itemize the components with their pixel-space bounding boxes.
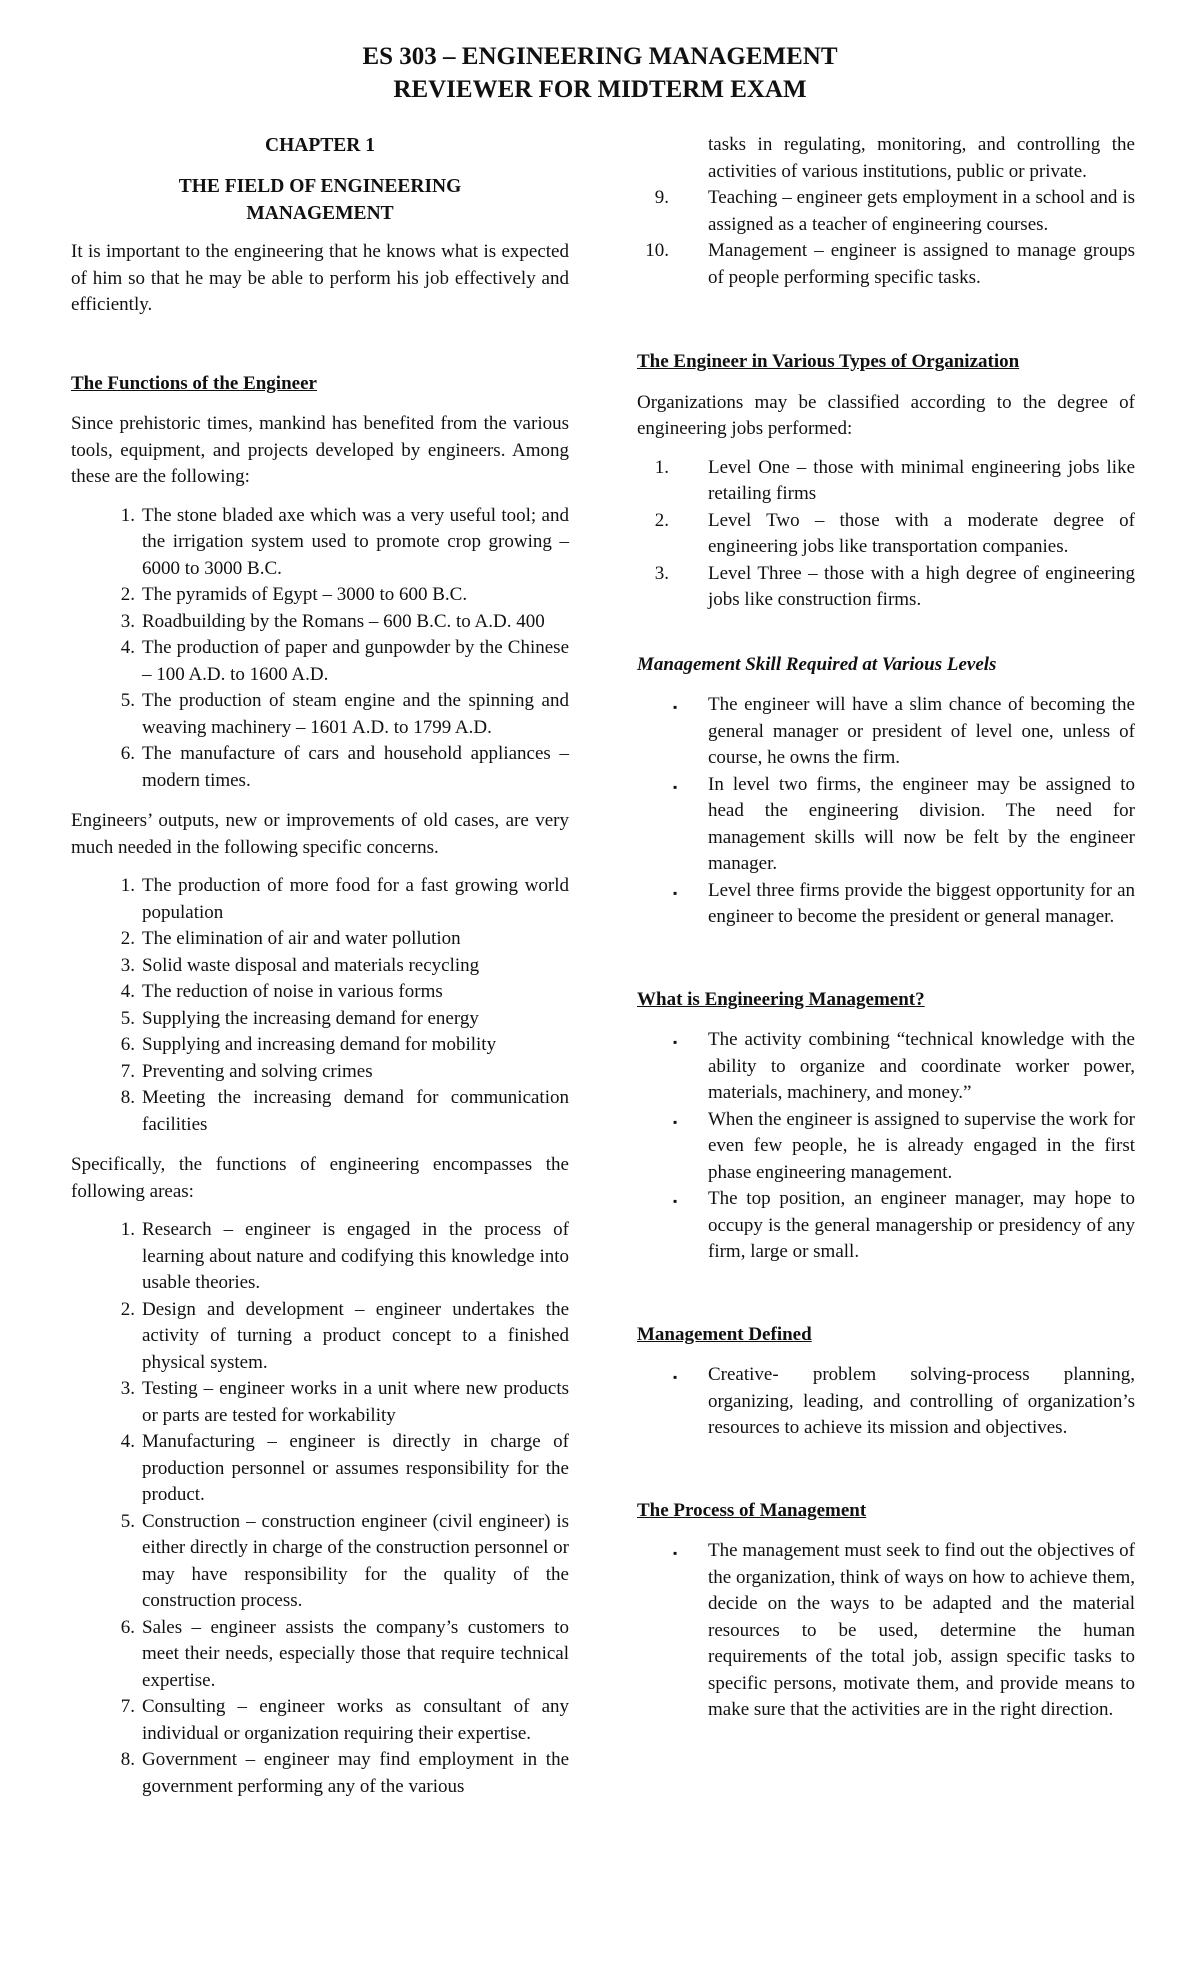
list-number: 4. bbox=[120, 637, 135, 658]
list-text: Meeting the increasing demand for communication facilities bbox=[142, 1087, 569, 1135]
list-item bbox=[637, 508, 1135, 561]
list-item bbox=[71, 1217, 569, 1297]
list-number: 2. bbox=[120, 584, 135, 605]
list-number: 9. bbox=[654, 187, 669, 208]
list-item bbox=[71, 1006, 569, 1033]
concerns-list bbox=[71, 873, 569, 1138]
right-column bbox=[637, 132, 1135, 1724]
list-number: 3. bbox=[120, 1378, 135, 1399]
list-item bbox=[637, 561, 1135, 614]
list-text: The production of more food for a fast growing world population bbox=[142, 875, 569, 923]
list-number: 6. bbox=[120, 1034, 135, 1055]
list-text: The elimination of air and water pollution bbox=[142, 928, 461, 949]
document-title bbox=[0, 40, 1200, 106]
list-item bbox=[637, 1362, 1135, 1442]
list-text: The stone bladed axe which was a very useful tool; and the irrigation system used to promote crop growing – 6000 to 3000 B.C. bbox=[142, 504, 569, 579]
list-number: 2. bbox=[120, 1298, 135, 1320]
list-text: Roadbuilding by the Romans – 600 B.C. to A.D. 400 bbox=[142, 610, 545, 632]
list-item bbox=[71, 1032, 569, 1059]
list-text: Manufacturing – engineer is directly in charge of production personnel or assumes responsibility for the product. bbox=[142, 1431, 569, 1505]
list-number: 10. bbox=[645, 240, 669, 261]
chapter-label: CHAPTER 1 bbox=[265, 135, 375, 156]
skills-list bbox=[637, 692, 1135, 931]
functions-intro: Since prehistoric times, mankind has benefited from the various tools, equipment, and projects developed by engineers. Among these are the following: bbox=[71, 413, 569, 487]
section-heading-defined: Management Defined bbox=[637, 1323, 812, 1345]
list-text: Teaching – engineer gets employment in a school and is assigned as a teacher of engineering courses. bbox=[708, 187, 1135, 235]
list-item bbox=[71, 1509, 569, 1615]
list-number: 3. bbox=[654, 562, 669, 584]
process-list bbox=[637, 1538, 1135, 1724]
list-number: 5. bbox=[120, 1510, 135, 1532]
section-heading-organization: The Engineer in Various Types of Organization bbox=[637, 351, 1020, 372]
bullet-icon: ▪ bbox=[673, 1114, 678, 1129]
list-item bbox=[637, 1027, 1135, 1107]
list-text: Level Two – those with a moderate degree of engineering jobs like transportation companies. bbox=[708, 509, 1135, 557]
bullet-icon: ▪ bbox=[673, 1194, 678, 1208]
list-text: Sales – engineer assists the company’s customers to meet their needs, especially those that require technical expertise. bbox=[142, 1616, 569, 1691]
list-item bbox=[71, 1694, 569, 1747]
list-number: 5. bbox=[120, 690, 135, 711]
chapter-intro: It is important to the engineering that he knows what is expected of him so that he may be able to perform his job effectively and efficiently. bbox=[71, 241, 569, 315]
list-text: The engineer will have a slim chance of becoming the general manager or president of level one, unless of course, he owns the firm. bbox=[708, 694, 1135, 768]
list-item bbox=[71, 953, 569, 980]
list-item bbox=[71, 926, 569, 953]
list-number: 5. bbox=[120, 1007, 135, 1029]
list-text: Supplying the increasing demand for energy bbox=[142, 1007, 479, 1029]
title-line-2: REVIEWER FOR MIDTERM EXAM bbox=[393, 76, 807, 103]
bullet-icon: ▪ bbox=[673, 885, 678, 900]
list-text: Design and development – engineer undertakes the activity of turning a product concept to a finished physical system. bbox=[142, 1298, 569, 1373]
section-heading-skills: Management Skill Required at Various Levels bbox=[637, 653, 997, 675]
list-number: 2. bbox=[654, 509, 669, 531]
list-text: Government – engineer may find employment in the government performing any of the various bbox=[142, 1749, 569, 1797]
list-text: Solid waste disposal and materials recycling bbox=[142, 954, 480, 976]
list-text: Level three firms provide the biggest opportunity for an engineer to become the president or general manager. bbox=[708, 879, 1135, 927]
what-is-list bbox=[637, 1027, 1135, 1266]
list-item bbox=[637, 692, 1135, 772]
levels-list bbox=[637, 455, 1135, 614]
bullet-icon: ▪ bbox=[673, 1546, 678, 1560]
list-item bbox=[71, 1615, 569, 1695]
list-text: Preventing and solving crimes bbox=[142, 1060, 373, 1082]
list-item bbox=[71, 1085, 569, 1138]
list-text: The production of paper and gunpowder by the Chinese – 100 A.D. to 1600 A.D. bbox=[142, 637, 569, 685]
history-list bbox=[71, 503, 569, 795]
list-item bbox=[71, 1297, 569, 1377]
list-item bbox=[637, 1107, 1135, 1187]
list-item bbox=[637, 238, 1135, 291]
list-item bbox=[71, 979, 569, 1006]
list-text: Level Three – those with a high degree of engineering jobs like construction firms. bbox=[708, 562, 1135, 610]
list-number: 1. bbox=[120, 504, 135, 526]
list-text: Creative- problem solving-process planning, organizing, leading, and controlling of organization’s resources to achieve its mission and objectives. bbox=[708, 1364, 1135, 1438]
list-number: 8. bbox=[120, 1087, 135, 1108]
list-number: 3. bbox=[120, 954, 135, 976]
title-line-1: ES 303 – ENGINEERING MANAGEMENT bbox=[362, 43, 838, 70]
bullet-icon: ▪ bbox=[673, 779, 678, 794]
bullet-icon: ▪ bbox=[673, 700, 678, 714]
list-item bbox=[637, 772, 1135, 878]
list-text: Supplying and increasing demand for mobility bbox=[142, 1034, 497, 1055]
list-item bbox=[71, 582, 569, 609]
list-item bbox=[71, 503, 569, 583]
list-item bbox=[71, 688, 569, 741]
bullet-icon: ▪ bbox=[673, 1035, 678, 1049]
list-number: 4. bbox=[120, 981, 135, 1002]
list-text: Consulting – engineer works as consultant of any individual or organization requiring their expertise. bbox=[142, 1696, 569, 1744]
list-item bbox=[71, 873, 569, 926]
list-number: 1. bbox=[120, 875, 135, 896]
list-item bbox=[71, 1059, 569, 1086]
list-item bbox=[637, 132, 1135, 185]
list-text: The top position, an engineer manager, may hope to occupy is the general managership or presidency of any firm, large or small. bbox=[708, 1188, 1135, 1262]
list-item bbox=[71, 1747, 569, 1800]
section-heading-what-is: What is Engineering Management? bbox=[637, 988, 925, 1010]
list-item bbox=[637, 185, 1135, 238]
list-text: The pyramids of Egypt – 3000 to 600 B.C. bbox=[142, 584, 468, 605]
list-item bbox=[71, 1376, 569, 1429]
list-number: 6. bbox=[120, 743, 135, 764]
list-text: The reduction of noise in various forms bbox=[142, 981, 443, 1002]
chapter-title: THE FIELD OF ENGINEERING MANAGEMENT bbox=[178, 176, 462, 224]
list-number: 1. bbox=[120, 1219, 135, 1240]
list-text: The production of steam engine and the spinning and weaving machinery – 1601 A.D. to 1799 A.D. bbox=[142, 690, 569, 738]
concerns-intro: Engineers’ outputs, new or improvements of old cases, are very much needed in the following specific concerns. bbox=[71, 810, 569, 858]
list-number: 7. bbox=[120, 1696, 135, 1717]
list-number: 1. bbox=[654, 456, 669, 478]
section-heading-process: The Process of Management bbox=[637, 1499, 867, 1521]
defined-list bbox=[637, 1362, 1135, 1442]
list-text: The management must seek to find out the objectives of the organization, think of ways on how to achieve them, decide on the ways to be adapted and the material resources to be used, determine the human requirements of the total job, assign specific tasks to specific persons, motivate them, and provide means to make sure that the activities are in the right direction. bbox=[708, 1540, 1135, 1720]
list-number: 3. bbox=[120, 610, 135, 632]
list-item bbox=[71, 609, 569, 636]
list-item bbox=[637, 1186, 1135, 1266]
left-column bbox=[71, 132, 569, 1800]
list-text: The manufacture of cars and household appliances – modern times. bbox=[142, 743, 569, 791]
list-text: Level One – those with minimal engineering jobs like retailing firms bbox=[708, 456, 1135, 504]
list-item bbox=[71, 741, 569, 794]
list-text: Research – engineer is engaged in the process of learning about nature and codifying this knowledge into usable theories. bbox=[142, 1219, 569, 1293]
list-number: 7. bbox=[120, 1060, 135, 1082]
bullet-icon: ▪ bbox=[673, 1370, 678, 1384]
organization-intro: Organizations may be classified according to the degree of engineering jobs performed: bbox=[637, 391, 1135, 439]
list-number: 6. bbox=[120, 1616, 135, 1638]
list-text: The activity combining “technical knowledge with the ability to organize and coordinate worker power, materials, machinery, and money.” bbox=[708, 1029, 1135, 1103]
list-number: 4. bbox=[120, 1431, 135, 1452]
list-number: 8. bbox=[120, 1749, 135, 1770]
list-text: In level two firms, the engineer may be assigned to head the engineering division. The need for management skills will now be felt by the engineer manager. bbox=[708, 773, 1135, 874]
areas-intro: Specifically, the functions of engineering encompasses the following areas: bbox=[71, 1154, 569, 1202]
areas-list-continued bbox=[637, 132, 1135, 291]
list-text: Testing – engineer works in a unit where new products or parts are tested for workability bbox=[142, 1378, 569, 1426]
list-item bbox=[637, 1538, 1135, 1724]
list-number: 2. bbox=[120, 928, 135, 949]
areas-list bbox=[71, 1217, 569, 1800]
list-item bbox=[71, 635, 569, 688]
list-text: When the engineer is assigned to supervise the work for even few people, he is already engaged in the first phase engineering management. bbox=[708, 1108, 1135, 1183]
list-item bbox=[637, 878, 1135, 931]
list-text: tasks in regulating, monitoring, and controlling the activities of various institutions, public or private. bbox=[708, 134, 1135, 182]
list-item bbox=[71, 1429, 569, 1509]
list-text: Management – engineer is assigned to manage groups of people performing specific tasks. bbox=[708, 240, 1135, 288]
list-item bbox=[637, 455, 1135, 508]
section-heading-functions: The Functions of the Engineer bbox=[71, 372, 317, 394]
list-text: Construction – construction engineer (civil engineer) is either directly in charge of the construction personnel or may have responsibility for the quality of the construction process. bbox=[142, 1510, 569, 1611]
